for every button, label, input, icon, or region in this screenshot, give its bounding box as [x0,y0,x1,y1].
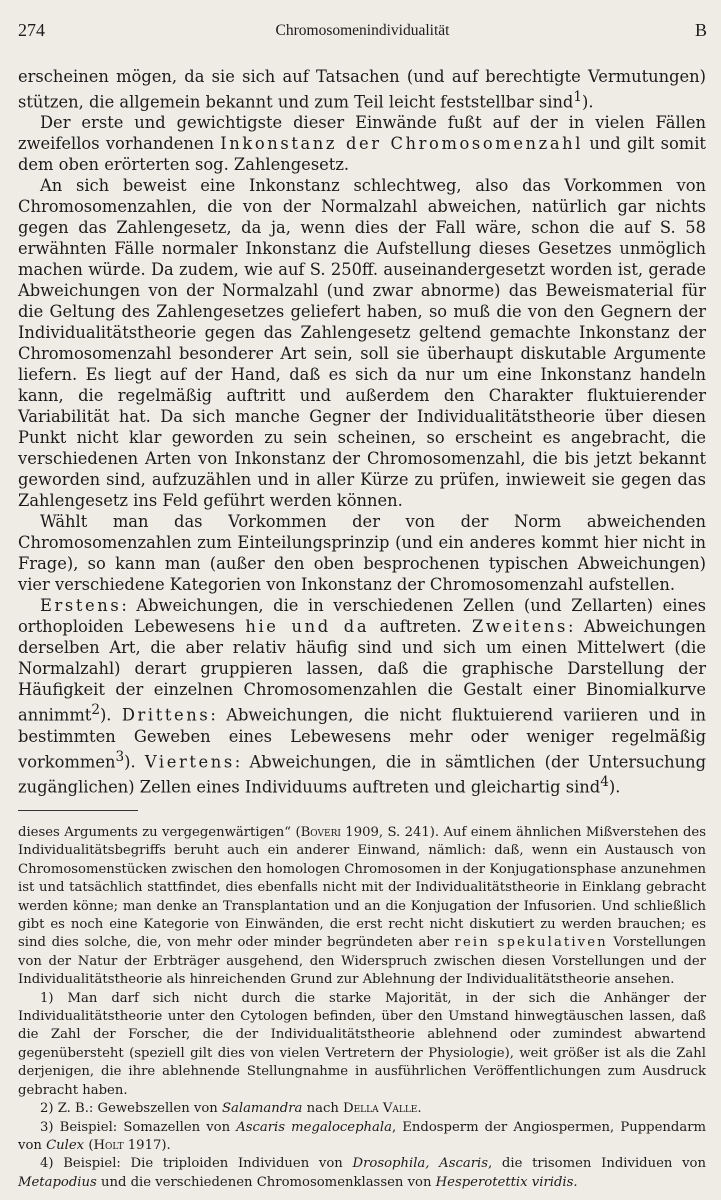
author-name: Della Valle [343,1101,418,1117]
text-run: nach [302,1101,344,1117]
footnote [18,990,706,1100]
italic-run: Ascaris megalocephala [236,1119,392,1135]
text-run: auftreten. [369,617,473,637]
emphasis-run: hie und da [245,617,370,637]
footnote [18,1119,706,1156]
footnote-separator [18,810,138,811]
emphasis-run: Inkonstanz der Chromosomenzahl [220,134,584,154]
footnotes [18,824,706,1192]
emphasis-run: rein spekulativen [454,935,608,951]
running-title: Chromosomenindividualität [275,22,450,39]
emphasis-run: Viertens [144,752,235,772]
emphasis-run: Zweitens [472,617,568,637]
text-run: ( [84,1137,94,1153]
text-run: 1909, S. 241). Auf einem ähnlichen Mißverstehen des Individualitätsbegriffs beruht auch ein anderer Einwand, nämlich: daß, wenn ein Austausch von Chromosomenstücken zwischen den homologen Chromosomen in der Konjugationsphase anzunehmen ist und tatsächlich stattfindet, dies ebenfalls nicht mit der Individualitätstheorie in Einklang gebracht werden könne; man denke an Transplantation und an die Konjugation der Infusorien. Und schließlich gibt es noch eine Kategorie von Einwänden, die erst recht nicht diskutiert zu werden brauchen; es sind dies solche, die, von mehr oder minder begründeten aber [18,825,706,951]
author-name: Boveri [300,825,341,840]
text-run: . [573,1174,578,1190]
italic-run: Hesperotettix viridis [435,1174,574,1190]
text-run: ). [124,752,145,772]
text-run: Der erste und gewichtigste dieser Einwände fußt auf der in vielen Fällen zweifellos vorhandenen [18,113,706,154]
author-name: Holt [93,1137,124,1153]
text-run: 1) Man darf sich nicht durch die starke Majorität, in der sich die Anhänger der Individualitätstheorie unter den Cytologen befinden, über den Umstand hinwegtäuschen lassen, daß die Zahl der Forscher, die der Individualitätstheorie ablehnend oder zumindest abwartend gegenübersteht (speziell gilt dies von vielen Vertretern der Physiologie), weit größer ist als die Zahl derjenigen, die ihre ablehnende Stellungnahme in ausführlichen Veröffentlichungen zum Ausdruck gebracht haben. [18,990,706,1098]
footnote-marker: 3 [115,748,125,765]
text-run: : Abweichungen derselben Art, die aber relativ häufig sind und sich um einen Mittelwert (die Normalzahl) derart gruppieren lassen, daß die graphische Darstellung der Häufigkeit der einzelnen Chromosomenzahlen die Gestalt einer Binomialkurve annimmt [18,617,706,725]
italic-run: Metapodius [18,1174,97,1190]
emphasis-run: Drittens [121,705,211,725]
italic-run: Drosophila, Ascaris [352,1156,489,1172]
text-run: ). [99,705,122,725]
emphasis-run: Erstens [40,596,122,616]
text-run: 1917). [123,1137,171,1153]
text-run: erscheinen mögen, da sie sich auf Tatsachen (und auf berechtigte Vermutungen) stützen, die allgemein bekannt und zum Teil leicht feststellbar sind [18,67,706,112]
page-header [18,20,707,44]
text-run: . [417,1101,422,1117]
text-run: und gilt somit dem oben erörterten sog. Zahlengesetz. [18,134,706,175]
main-text [18,66,706,798]
paragraph [18,175,706,511]
text-run: 3) Beispiel: Somazellen von [40,1119,237,1135]
text-run: : Abweichungen, die in sämtlichen (der Untersuchung zugänglichen) Zellen eines Individuums auftreten und gleichartig sind [18,752,706,797]
text-run: dieses Arguments zu vergegenwärtigen“ ( [18,825,301,840]
footnote-marker: 1 [573,89,582,105]
page-number: 274 [18,20,45,40]
signature-mark: B [694,20,707,40]
text-run: Wählt man das Vorkommen der von der Norm abweichenden Chromosomenzahlen zum Einteilungsprinzip (und ein anderes kommt hier nicht in Frage), so kann man (außer den oben besprochenen typischen Abweichungen) vier verschiedene Kategorien von Inkonstanz der Chromosomenzahl aufstellen. [18,512,706,595]
text-run: ). [582,92,594,112]
text-run: Vorstellungen von der Natur der Erbträger ausgehend, den Widerspruch zwischen diesen Vorstellungen und der Individualitätstheorie als hinreichenden Grund zur Ablehnung der Individualitätstheorie ansehen. [18,935,706,988]
text-run: 4) Beispiel: Die triploiden Individuen von [40,1156,353,1172]
footnote [18,1100,706,1118]
paragraph [18,595,706,797]
paragraph [18,66,706,112]
text-run: An sich beweist eine Inkonstanz schlechtweg, also das Vorkommen von Chromosomenzahlen, die von der Normalzahl abweichen, natürlich gar nichts gegen das Zahlengesetz, da ja, wenn dies der Fall wäre, schon die auf S. 58 erwähnten Fälle normaler Inkonstanz die Aufstellung dieses Gesetzes unmöglich machen würde. Da zudem, wie auf S. 250ff. auseinandergesetzt worden ist, gerade Abweichungen von der Normalzahl (und zwar abnorme) das Beweismaterial für die Geltung des Zahlengesetzes geliefert haben, so muß die von den Gegnern der Individualitätstheorie gegen das Zahlengesetz geltend gemachte Inkonstanz der Chromosomenzahl besonderer Art sein, soll sie überhaupt diskutable Argumente liefern. Es liegt auf der Hand, daß es sich da nur um eine Inkonstanz handeln kann, die regelmäßig auftritt und außerdem den Charakter fluktuierender Variabilität hat. Da sich manche Gegner der Individualitätstheorie über diesen Punkt nicht klar geworden zu sein scheinen, so erscheint es angebracht, die verschiedenen Arten von Inkonstanz der Chromosomenzahl, die bis jetzt bekannt geworden sind, aufzuzählen und in aller Kürze zu prüfen, inwieweit sie gegen das Zahlengesetz ins Feld geführt werden können. [18,176,706,511]
footnote-marker: 4 [600,774,609,791]
paragraph [18,112,706,175]
footnote [18,1155,706,1192]
italic-run: Culex [46,1137,85,1153]
text-run: 2) Z. B.: Gewebszellen von [40,1101,222,1117]
text-run: : Abweichungen, die in verschiedenen Zellen (und Zellarten) eines orthoploiden Lebewesens [18,596,706,637]
text-run: : Abweichungen, die nicht fluktuierend variieren und in bestimmten Geweben eines Lebewesens mehr oder weniger regelmäßig vorkommen [18,705,707,772]
text-run: und die verschiedenen Chromosomenklassen von [96,1174,436,1190]
text-run: ). [608,777,621,797]
footnote [18,824,706,990]
text-run: , Endosperm der Angiospermen, Puppendarm von [18,1119,706,1153]
text-run: , die trisomen Individuen von [488,1156,706,1172]
italic-run: Salamandra [221,1101,303,1117]
paragraph [18,511,706,595]
footnote-marker: 2 [91,702,100,719]
